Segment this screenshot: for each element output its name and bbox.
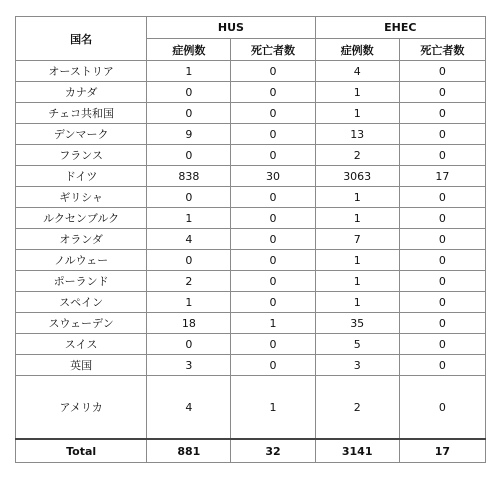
hus-cases-cell: 4 [147,229,231,250]
ehec-cases-cell: 1 [315,250,399,271]
country-cell: ドイツ [16,166,147,187]
hus-deaths-cell: 0 [231,250,315,271]
header-ehec: EHEC [315,17,485,39]
country-cell: オーストリア [16,61,147,82]
table-row [16,334,486,355]
ehec-cases-cell: 5 [315,334,399,355]
hus-deaths-cell: 30 [231,166,315,187]
ehec-deaths-cell: 0 [399,229,485,250]
header-ehec-cases: 症例数 [315,39,399,61]
header-ehec-deaths: 死亡者数 [399,39,485,61]
ehec-cases-cell: 2 [315,145,399,166]
total-label: Total [16,439,147,463]
ehec-deaths-cell: 0 [399,187,485,208]
total-row [16,439,486,463]
ehec-deaths-cell: 0 [399,334,485,355]
ehec-cases-cell: 4 [315,61,399,82]
ehec-deaths-cell: 0 [399,61,485,82]
hus-cases-cell: 0 [147,145,231,166]
hus-deaths-cell: 0 [231,124,315,145]
hus-deaths-cell: 0 [231,271,315,292]
hus-deaths-cell: 0 [231,355,315,376]
table-row [16,103,486,124]
hus-cases-cell: 1 [147,208,231,229]
hus-cases-cell: 0 [147,103,231,124]
table-row [16,61,486,82]
ehec-deaths-cell: 0 [399,313,485,334]
hus-cases-cell: 0 [147,187,231,208]
ehec-deaths-cell: 0 [399,103,485,124]
country-cell: アメリカ [16,376,147,440]
table-row [16,124,486,145]
hus-deaths-cell: 0 [231,103,315,124]
hus-cases-cell: 0 [147,334,231,355]
hus-cases-cell: 4 [147,376,231,440]
header-hus-deaths: 死亡者数 [231,39,315,61]
ehec-deaths-cell: 0 [399,208,485,229]
hus-deaths-cell: 0 [231,292,315,313]
ehec-deaths-cell: 0 [399,82,485,103]
table-row [16,313,486,334]
hus-deaths-cell: 0 [231,61,315,82]
total-hus-cases: 881 [147,439,231,463]
country-cell: スイス [16,334,147,355]
ehec-cases-cell: 1 [315,82,399,103]
country-cell: チェコ共和国 [16,103,147,124]
country-cell: デンマーク [16,124,147,145]
hus-cases-cell: 1 [147,61,231,82]
ehec-deaths-cell: 0 [399,376,485,440]
country-cell: ノルウェー [16,250,147,271]
table-row [16,355,486,376]
ehec-deaths-cell: 17 [399,166,485,187]
hus-deaths-cell: 0 [231,145,315,166]
header-hus-cases: 症例数 [147,39,231,61]
hus-deaths-cell: 0 [231,229,315,250]
ehec-cases-cell: 3 [315,355,399,376]
header-row-groups [16,17,486,39]
table-row [16,229,486,250]
ehec-deaths-cell: 0 [399,271,485,292]
country-cell: ギリシャ [16,187,147,208]
hus-cases-cell: 3 [147,355,231,376]
ehec-deaths-cell: 0 [399,124,485,145]
total-hus-deaths: 32 [231,439,315,463]
ehec-cases-cell: 3063 [315,166,399,187]
hus-cases-cell: 0 [147,82,231,103]
table-row [16,166,486,187]
country-cell: スウェーデン [16,313,147,334]
country-cell: スペイン [16,292,147,313]
table-row [16,187,486,208]
ehec-cases-cell: 35 [315,313,399,334]
table-row [16,292,486,313]
country-cell: カナダ [16,82,147,103]
country-cell: 英国 [16,355,147,376]
outbreak-table [15,16,486,463]
ehec-cases-cell: 1 [315,271,399,292]
table-row [16,271,486,292]
hus-cases-cell: 2 [147,271,231,292]
country-cell: オランダ [16,229,147,250]
table-row [16,208,486,229]
header-hus: HUS [147,17,315,39]
hus-cases-cell: 18 [147,313,231,334]
table-row [16,145,486,166]
hus-cases-cell: 838 [147,166,231,187]
header-country: 国名 [16,17,147,61]
ehec-cases-cell: 1 [315,187,399,208]
ehec-cases-cell: 2 [315,376,399,440]
country-cell: ポーランド [16,271,147,292]
hus-cases-cell: 0 [147,250,231,271]
ehec-cases-cell: 1 [315,292,399,313]
table-row [16,250,486,271]
total-ehec-deaths: 17 [399,439,485,463]
country-cell: フランス [16,145,147,166]
ehec-cases-cell: 1 [315,208,399,229]
ehec-deaths-cell: 0 [399,250,485,271]
table-row [16,82,486,103]
ehec-deaths-cell: 0 [399,145,485,166]
ehec-deaths-cell: 0 [399,355,485,376]
ehec-cases-cell: 1 [315,103,399,124]
hus-deaths-cell: 1 [231,376,315,440]
total-ehec-cases: 3141 [315,439,399,463]
ehec-cases-cell: 13 [315,124,399,145]
hus-deaths-cell: 0 [231,82,315,103]
hus-cases-cell: 9 [147,124,231,145]
hus-deaths-cell: 0 [231,187,315,208]
table-row [16,376,486,440]
country-cell: ルクセンブルク [16,208,147,229]
hus-cases-cell: 1 [147,292,231,313]
ehec-deaths-cell: 0 [399,292,485,313]
hus-deaths-cell: 0 [231,208,315,229]
hus-deaths-cell: 0 [231,334,315,355]
ehec-cases-cell: 7 [315,229,399,250]
hus-deaths-cell: 1 [231,313,315,334]
